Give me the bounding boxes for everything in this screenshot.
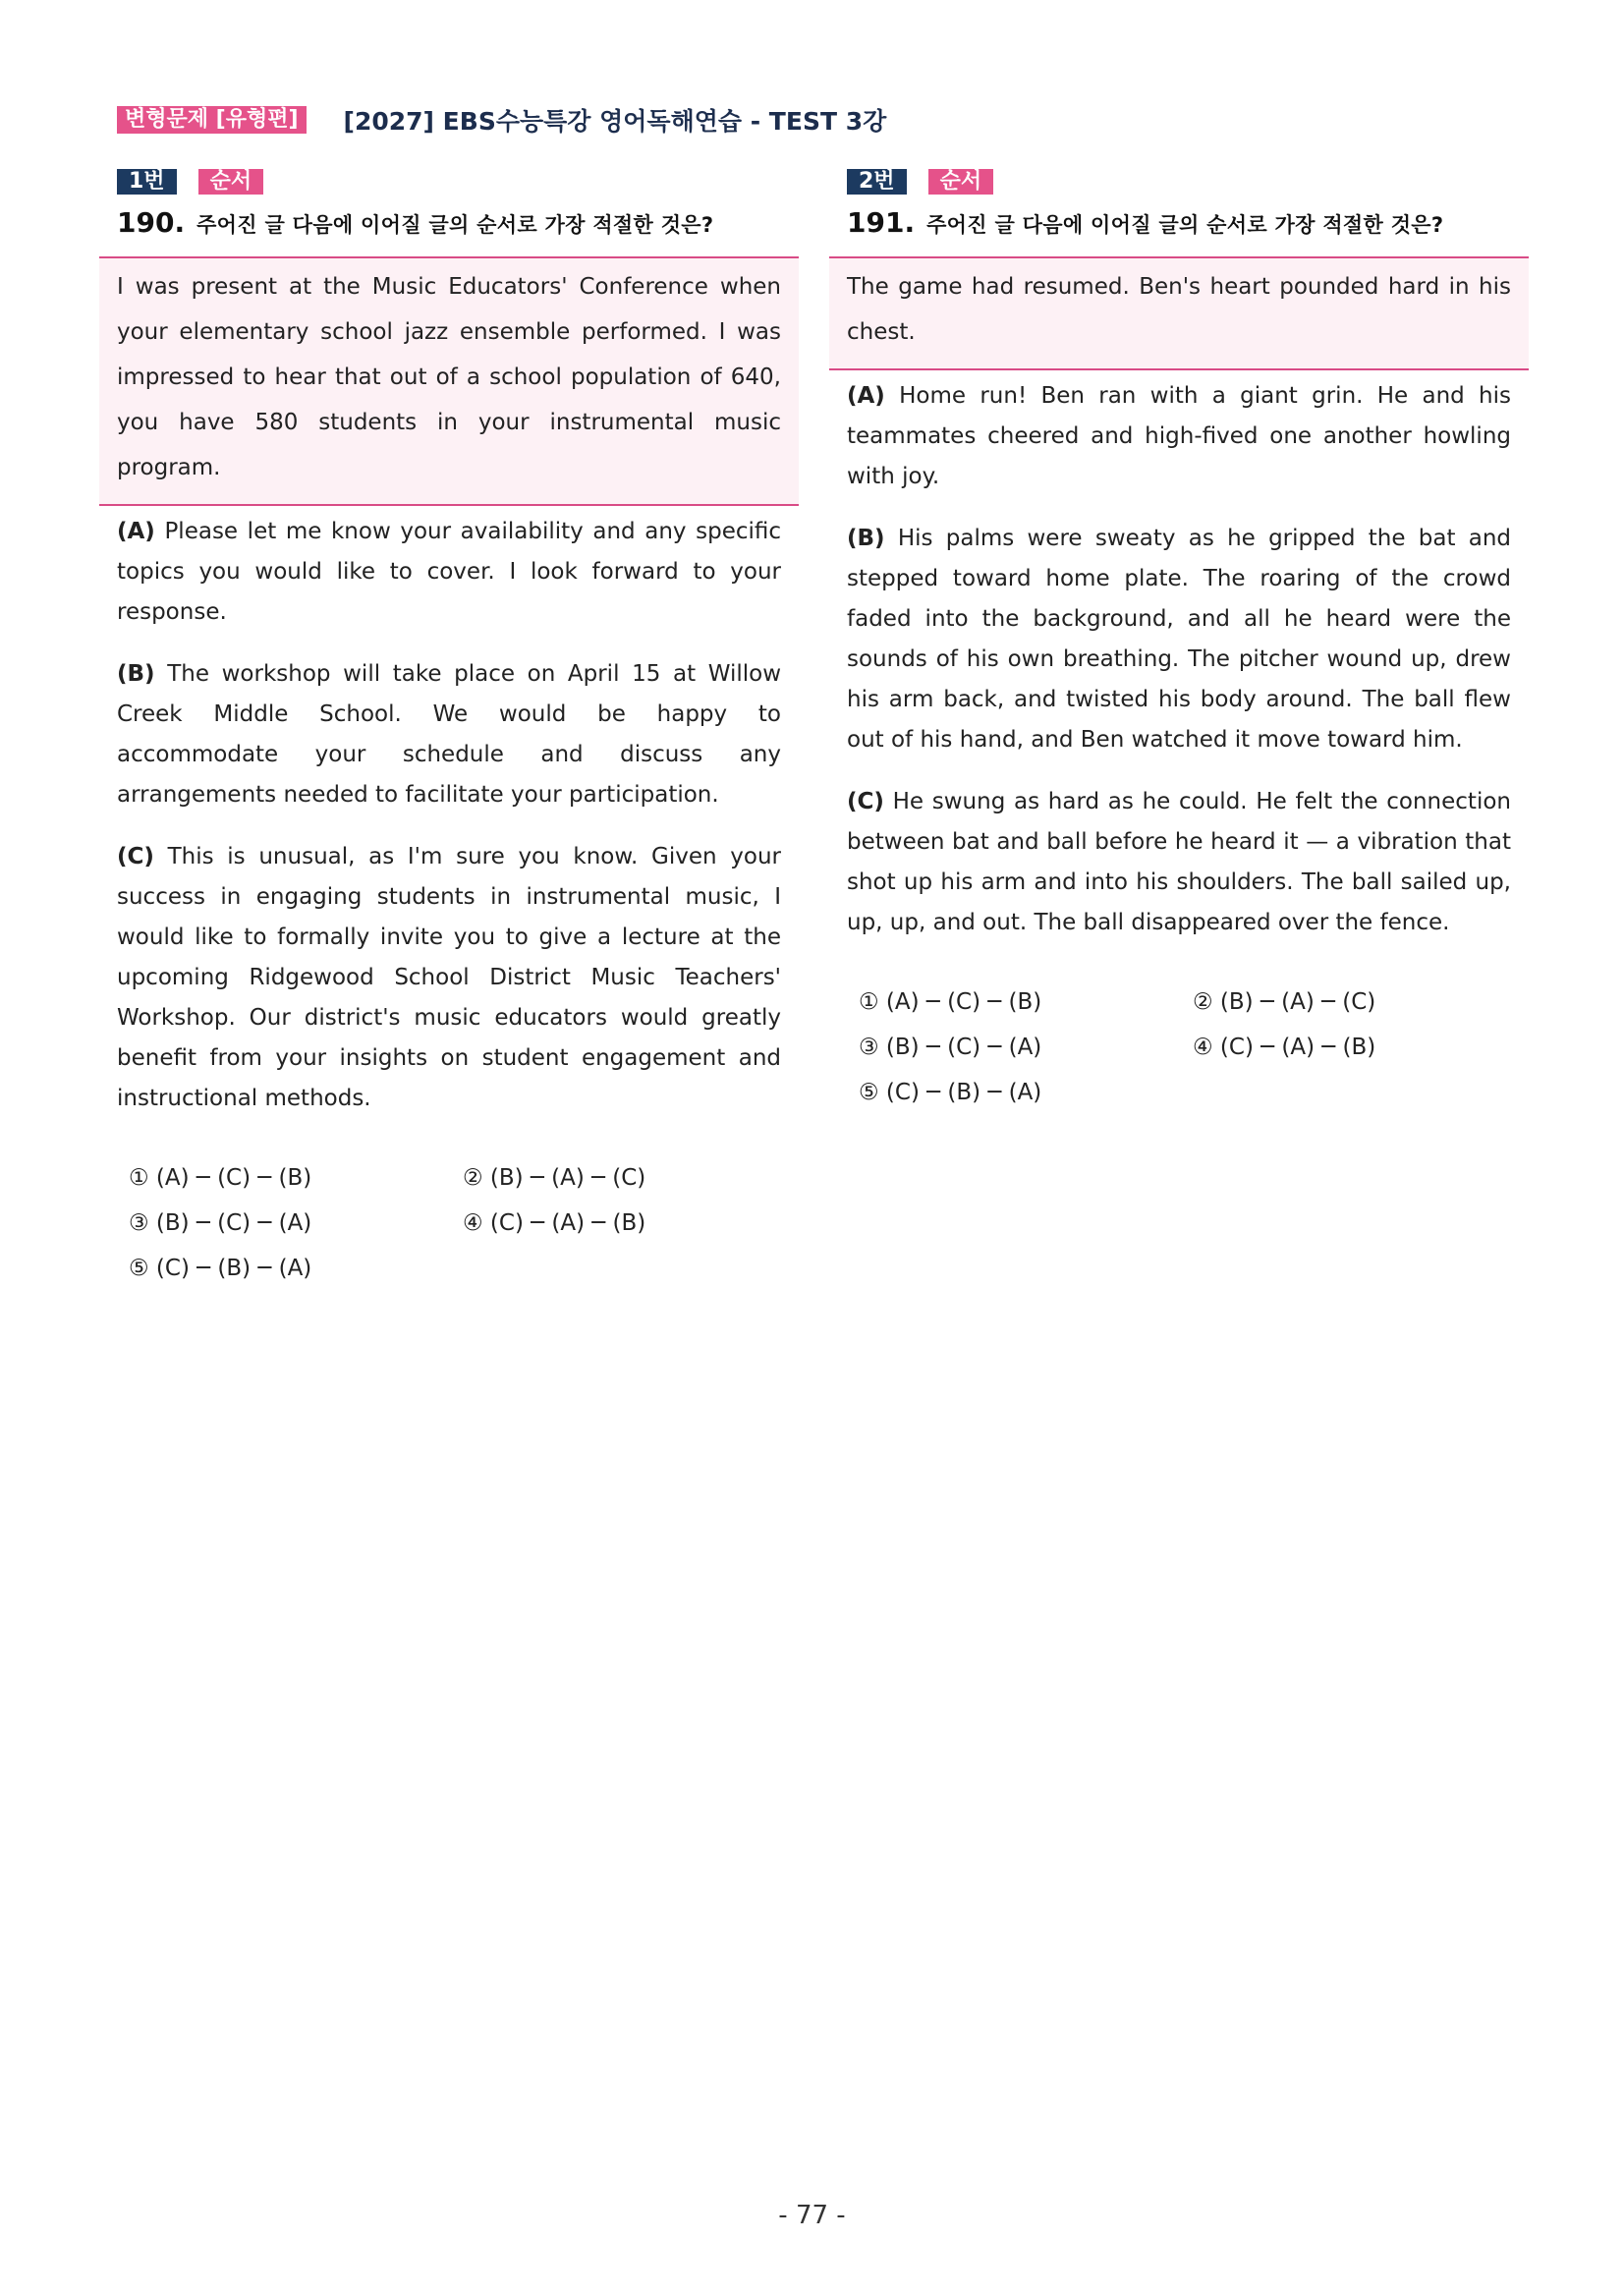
question-number: 190.: [117, 206, 186, 239]
question-number: 191.: [847, 206, 916, 239]
paragraph-b: [847, 519, 1511, 760]
paragraph-label: (A): [847, 383, 885, 409]
question-tags: [117, 169, 799, 195]
paragraph-text: Home run! Ben ran with a giant grin. He and his teammates cheered and high-fived one another howling with joy.: [847, 383, 1511, 489]
paragraph-text: This is unusual, as I'm sure you know. Given your success in engaging students in instrumental music, I would like to formally invite you to give a lecture at the upcoming Ridgewood School District Music Teachers' Workshop. Our district's music educators would greatly benefit from your insights on student engagement and instructional methods.: [117, 844, 782, 1111]
option-5[interactable]: ⑤ (C) ─ (B) ─ (A): [859, 1080, 1042, 1105]
paragraph-text: Please let me know your availability and any specific topics you would like to cover. I look forward to your response.: [117, 519, 782, 625]
question-number-tag: 2번: [847, 169, 907, 195]
paragraph-c: [847, 782, 1511, 943]
option-5[interactable]: ⑤ (C) ─ (B) ─ (A): [129, 1256, 312, 1281]
answer-options: [859, 982, 1529, 1112]
paragraph-c: [117, 837, 781, 1119]
variant-tag: 변형문제 [유형편]: [117, 106, 307, 134]
option-4[interactable]: ④ (C) ─ (A) ─ (B): [463, 1210, 646, 1236]
paragraph-text: He swung as hard as he could. He felt the connection between bat and ball before he heard it — a vibration that shot up his arm and into his shoulders. The ball sailed up, up, up, and out. The ball disappeared over the fence.: [847, 789, 1511, 935]
question-tags: [847, 169, 1529, 195]
question-text: 주어진 글 다음에 이어질 글의 순서로 가장 적절한 것은?: [926, 213, 1444, 237]
option-1[interactable]: ① (A) ─ (C) ─ (B): [129, 1165, 312, 1191]
paragraph-label: (B): [847, 526, 885, 551]
given-passage: The game had resumed. Ben's heart pounded hard in his chest.: [829, 256, 1529, 370]
option-4[interactable]: ④ (C) ─ (A) ─ (B): [1193, 1035, 1376, 1060]
paragraph-text: The workshop will take place on April 15 at Willow Creek Middle School. We would be happy to accommodate your schedule and discuss any arrangements needed to facilitate your participation.: [117, 661, 782, 808]
option-3[interactable]: ③ (B) ─ (C) ─ (A): [129, 1210, 312, 1236]
page-header: [117, 104, 886, 136]
paragraph-text: His palms were sweaty as he gripped the bat and stepped toward home plate. The roaring of the crowd faded into the background, and all he heard were the sounds of his own breathing. The pitcher wound up, drew his arm back, and twisted his body around. The ball flew out of his hand, and Ben watched it move toward him.: [847, 526, 1511, 753]
paragraph-a: [847, 376, 1511, 497]
paragraph-label: (B): [117, 661, 155, 687]
question-type-tag: 순서: [928, 169, 994, 195]
question-number-tag: 1번: [117, 169, 177, 195]
question-prompt: [117, 206, 799, 239]
question-191: [829, 169, 1529, 1112]
option-1[interactable]: ① (A) ─ (C) ─ (B): [859, 989, 1042, 1015]
header-title: [2027] EBS수능특강 영어독해연습 - TEST 3강: [343, 107, 887, 136]
option-2[interactable]: ② (B) ─ (A) ─ (C): [463, 1165, 646, 1191]
page-number: - 77 -: [778, 2201, 846, 2230]
option-2[interactable]: ② (B) ─ (A) ─ (C): [1193, 989, 1376, 1015]
paragraph-label: (C): [117, 844, 154, 869]
paragraph-a: [117, 512, 781, 633]
paragraph-label: (C): [847, 789, 884, 814]
question-prompt: [847, 206, 1529, 239]
question-type-tag: 순서: [198, 169, 264, 195]
question-text: 주어진 글 다음에 이어질 글의 순서로 가장 적절한 것은?: [196, 213, 714, 237]
paragraph-b: [117, 654, 781, 815]
option-3[interactable]: ③ (B) ─ (C) ─ (A): [859, 1035, 1042, 1060]
question-190: [99, 169, 799, 1288]
paragraph-label: (A): [117, 519, 155, 544]
given-passage: I was present at the Music Educators' Conference when your elementary school jazz ensemble performed. I was impressed to hear that out of a school population of 640, you have 580 students in your instrumental music program.: [99, 256, 799, 506]
answer-options: [129, 1158, 799, 1288]
